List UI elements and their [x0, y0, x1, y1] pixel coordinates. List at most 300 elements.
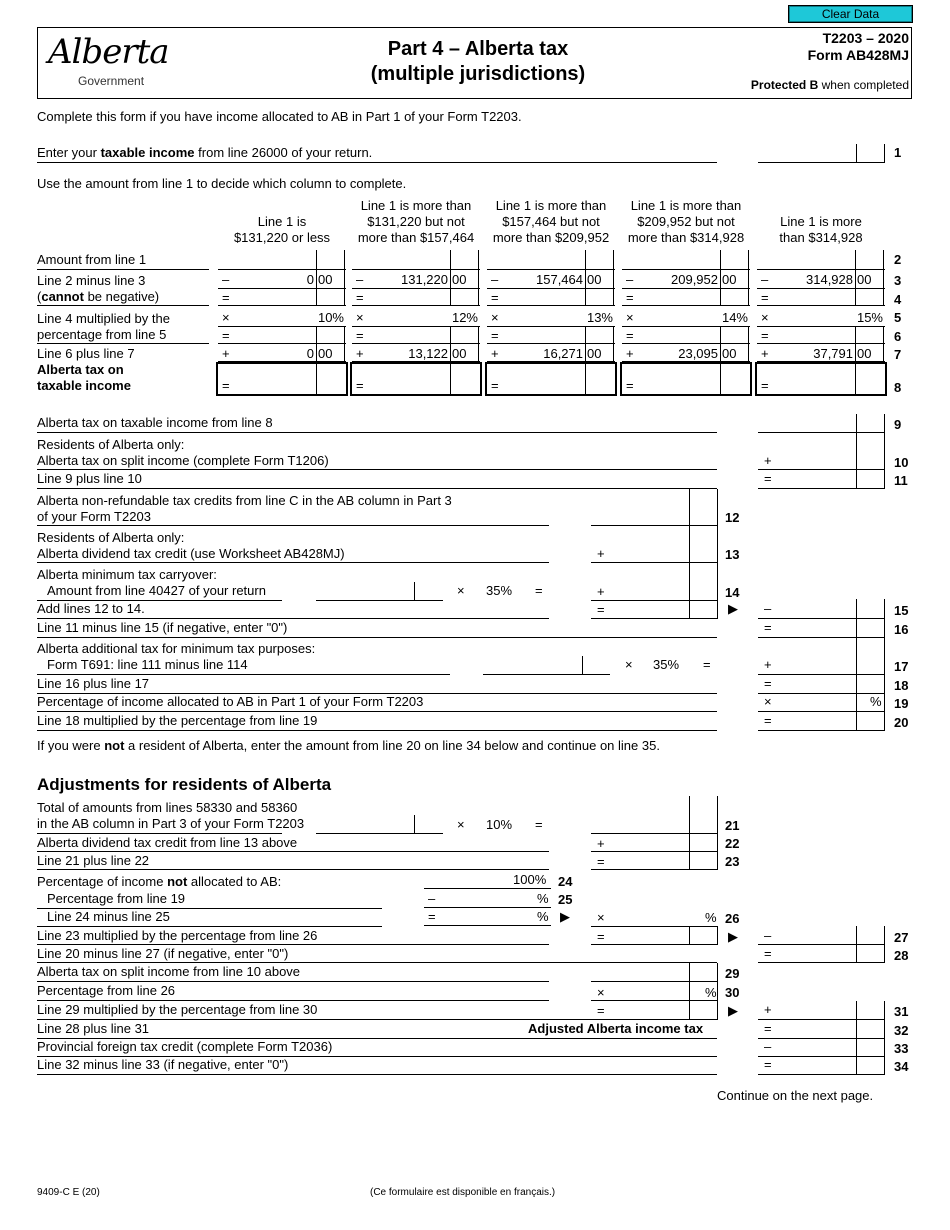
equals-symbol: =	[703, 657, 711, 672]
equals-symbol: =	[761, 378, 769, 393]
rule-line	[883, 250, 884, 270]
line-number-1: 1	[894, 145, 902, 160]
column-header-4: $209,952 but not	[637, 214, 735, 229]
line28-label: Line 20 minus line 27 (if negative, enter "0")	[37, 946, 289, 961]
line8-field[interactable]	[216, 362, 348, 396]
percent-symbol: %	[705, 985, 717, 1000]
rule-line	[748, 327, 749, 343]
line-number-3: 3	[894, 273, 902, 288]
line14-label: Alberta minimum tax carryover:	[37, 567, 217, 582]
line4-field[interactable]	[218, 305, 346, 306]
line-number-9: 9	[894, 417, 902, 432]
line7-base-tax: 23,095	[678, 346, 718, 361]
line30-label: Percentage from line 26	[37, 983, 176, 998]
rule-line	[613, 250, 614, 270]
line6-field[interactable]	[622, 343, 750, 344]
line5-field	[622, 326, 750, 327]
times-symbol: ×	[222, 310, 230, 325]
equals-symbol: =	[626, 328, 634, 343]
line11-field[interactable]	[758, 488, 885, 489]
line8-field[interactable]	[755, 362, 887, 396]
equals-symbol: =	[597, 854, 605, 869]
line19-field[interactable]	[758, 711, 885, 712]
rule-line	[855, 364, 856, 395]
line18-field[interactable]	[758, 693, 885, 694]
equals-symbol: =	[626, 290, 634, 305]
line-number-27: 27	[894, 930, 909, 945]
line-number-7: 7	[894, 347, 902, 362]
times-symbol: ×	[491, 310, 499, 325]
line8-label-2: taxable income	[37, 378, 131, 393]
column-header-4: more than $314,928	[627, 230, 745, 245]
rule-line	[689, 927, 690, 945]
column-header-5: Line 1 is more	[780, 214, 862, 229]
minus-symbol: –	[764, 601, 772, 616]
line15-sum-field[interactable]	[591, 618, 718, 619]
line16-field[interactable]	[758, 637, 885, 638]
line-number-33: 33	[894, 1041, 909, 1056]
percent-symbol: %	[537, 891, 549, 906]
form-id: T2203 – 2020	[822, 30, 909, 46]
plus-symbol: +	[356, 346, 364, 361]
line3-threshold: 157,464	[536, 272, 583, 287]
minus-symbol: –	[428, 891, 436, 906]
rule-line	[855, 327, 856, 343]
line-number-5: 5	[894, 310, 902, 325]
line3-threshold: 314,928	[806, 272, 853, 287]
minus-symbol: –	[764, 1039, 772, 1054]
rate-35-line14: 35%	[486, 583, 513, 598]
column-header-1: Line 1 is	[257, 214, 307, 229]
equals-symbol: =	[491, 378, 499, 393]
plus-symbol: +	[491, 346, 499, 361]
rule-line	[613, 327, 614, 343]
rate-10: 10%	[486, 817, 513, 832]
line4-field[interactable]	[352, 305, 480, 306]
line6-field[interactable]	[352, 343, 480, 344]
line5-field	[757, 326, 885, 327]
percent-symbol: %	[537, 909, 549, 924]
line6-field[interactable]	[757, 343, 885, 344]
column-header-3: $157,464 but not	[502, 214, 600, 229]
line8-field[interactable]	[350, 362, 482, 396]
column-header-2: Line 1 is more than	[360, 198, 472, 213]
rule-line	[316, 364, 317, 395]
percent-symbol: %	[705, 910, 717, 925]
line-number-15: 15	[894, 603, 909, 618]
times-symbol: ×	[764, 694, 772, 709]
equals-symbol: =	[222, 290, 230, 305]
minus-symbol: –	[761, 272, 769, 287]
line27-label: Line 23 multiplied by the percentage from line 26	[37, 928, 318, 943]
line24-label: Percentage of income not allocated to AB:	[37, 874, 282, 889]
cents: 00	[587, 272, 602, 287]
line29-field[interactable]	[591, 981, 718, 982]
line-number-14: 14	[725, 585, 740, 600]
equals-symbol: =	[356, 290, 364, 305]
line3-threshold: 209,952	[671, 272, 718, 287]
equals-symbol: =	[491, 328, 499, 343]
equals-symbol: =	[535, 583, 543, 598]
line15-field[interactable]	[758, 618, 885, 619]
column-header-5: than $314,928	[779, 230, 863, 245]
line20-field[interactable]	[758, 730, 885, 731]
rate-100: 100%	[513, 872, 547, 887]
line5-label: Line 4 multiplied by the	[37, 311, 170, 326]
government-label: Government	[78, 74, 145, 88]
line9-field[interactable]	[758, 432, 885, 433]
line3-field	[487, 288, 615, 289]
line4-field[interactable]	[757, 305, 885, 306]
line4-field[interactable]	[622, 305, 750, 306]
protected-label: Protected B when completed	[750, 78, 909, 92]
line25-label: Percentage from line 19	[47, 891, 186, 906]
equals-symbol: =	[764, 471, 772, 486]
cents: 00	[857, 272, 872, 287]
line3-field	[622, 288, 750, 289]
line23-field[interactable]	[591, 869, 718, 870]
column-header-3: Line 1 is more than	[495, 198, 607, 213]
line5-field	[218, 326, 346, 327]
arrow-icon: ▶	[560, 909, 570, 924]
equals-symbol: =	[764, 1057, 772, 1072]
times-symbol: ×	[625, 657, 633, 672]
arrow-icon: ▶	[728, 601, 738, 616]
line21-label-2: in the AB column in Part 3 of your Form T2203	[37, 816, 305, 831]
non-resident-note: If you were not a resident of Alberta, enter the amount from line 20 on line 34 below and continue on line 35.	[37, 738, 660, 753]
rule-line	[585, 327, 586, 343]
line12-label: Alberta non-refundable tax credits from line C in the AB column in Part 3	[37, 493, 452, 508]
rule-line	[478, 344, 479, 361]
line6-label: percentage from line 5	[37, 327, 167, 342]
line1-field[interactable]	[758, 162, 885, 163]
rule-line	[344, 344, 345, 361]
equals-symbol: =	[356, 328, 364, 343]
line-number-32: 32	[894, 1023, 909, 1038]
continue-text: Continue on the next page.	[717, 1088, 874, 1103]
rule-line	[689, 963, 690, 1019]
rule-line	[720, 344, 721, 361]
line-number-11: 11	[894, 473, 908, 488]
equals-symbol: =	[597, 602, 605, 617]
line22-field[interactable]	[591, 851, 718, 852]
equals-symbol: =	[222, 378, 230, 393]
line3-field	[352, 288, 480, 289]
equals-symbol: =	[626, 378, 634, 393]
line17-label: Alberta additional tax for minimum tax purposes:	[37, 641, 316, 656]
line-number-24: 24	[558, 874, 573, 889]
line11-label: Line 9 plus line 10	[37, 471, 142, 486]
line-number-23: 23	[725, 854, 740, 869]
line40427-field[interactable]	[316, 600, 443, 601]
percent-symbol: %	[870, 694, 882, 709]
line-number-31: 31	[894, 1004, 909, 1019]
line6-field[interactable]	[218, 343, 346, 344]
line8-label: Alberta tax on	[37, 362, 124, 377]
line17-label-2: Form T691: line 111 minus line 114	[47, 657, 248, 672]
line-number-12: 12	[725, 510, 740, 525]
line18-label: Line 16 plus line 17	[37, 676, 150, 691]
line-number-10: 10	[894, 455, 909, 470]
line3-field	[757, 288, 885, 289]
line33-field[interactable]	[758, 1056, 885, 1057]
rule-line	[613, 344, 614, 361]
line23-label: Line 21 plus line 22	[37, 853, 150, 868]
cents: 00	[452, 272, 467, 287]
line-number-26: 26	[725, 911, 740, 926]
equals-symbol: =	[491, 290, 499, 305]
line22-label: Alberta dividend tax credit from line 13 above	[37, 835, 298, 850]
line7-base-tax: 13,122	[408, 346, 448, 361]
arrow-icon: ▶	[728, 1003, 738, 1018]
rule-line	[585, 344, 586, 361]
equals-symbol: =	[764, 1021, 772, 1036]
line-number-18: 18	[894, 678, 909, 693]
line21-label: Total of amounts from lines 58330 and 58360	[37, 800, 298, 815]
rule-line	[316, 250, 317, 270]
line14-field[interactable]	[591, 600, 718, 601]
line-number-8: 8	[894, 380, 902, 395]
line31-calc-field[interactable]	[591, 1019, 718, 1020]
line26-field[interactable]	[424, 925, 551, 926]
times-symbol: ×	[626, 310, 634, 325]
rule-line	[883, 344, 884, 361]
line5-rate: 15%	[856, 310, 883, 325]
rule-line	[717, 963, 718, 1019]
rule-line	[585, 364, 586, 395]
line13-label-2: Alberta dividend tax credit (use Worksheet AB428MJ)	[37, 546, 345, 561]
line21-field[interactable]	[591, 833, 718, 834]
line17-field[interactable]	[758, 674, 885, 675]
rule-line	[856, 414, 857, 488]
line5-rate: 12%	[451, 310, 478, 325]
times-symbol: ×	[761, 310, 769, 325]
line29-label: Alberta tax on split income from line 10 above	[37, 964, 301, 979]
plus-symbol: +	[597, 836, 605, 851]
cents: 00	[318, 272, 333, 287]
line10-label-2: Alberta tax on split income (complete Form T1206)	[37, 453, 329, 468]
line30-field[interactable]	[591, 1000, 718, 1001]
use-amount-text: Use the amount from line 1 to decide which column to complete.	[37, 176, 407, 191]
line2-field[interactable]	[352, 269, 480, 270]
rule-line	[316, 327, 317, 343]
form-header	[37, 27, 912, 99]
t691-field[interactable]	[483, 674, 610, 675]
line2-field[interactable]	[757, 269, 885, 270]
minus-symbol: –	[222, 272, 230, 287]
line2-field[interactable]	[487, 269, 615, 270]
line-number-17: 17	[894, 659, 909, 674]
form-code: 9409-C E (20)	[37, 1187, 100, 1198]
line5-field	[352, 326, 480, 327]
line25-field[interactable]	[424, 907, 551, 908]
line6-field[interactable]	[487, 343, 615, 344]
rule-line	[883, 327, 884, 343]
column-header-4: Line 1 is more than	[630, 198, 742, 213]
line32-label: Line 28 plus line 31	[37, 1021, 150, 1036]
line4-field[interactable]	[487, 305, 615, 306]
line-number-2: 2	[894, 252, 902, 267]
rule-line	[585, 250, 586, 270]
rule-line	[344, 250, 345, 270]
column-header-1: $131,220 or less	[233, 230, 331, 245]
line2-label: Amount from line 1	[37, 252, 147, 267]
equals-symbol: =	[764, 946, 772, 961]
rule-line	[748, 344, 749, 361]
plus-symbol: +	[626, 346, 634, 361]
rule-line	[450, 364, 451, 395]
line21-amount-field[interactable]	[316, 833, 443, 834]
line19-label: Percentage of income allocated to AB in Part 1 of your Form T2203	[37, 694, 424, 709]
rule-line	[450, 327, 451, 343]
rule-line	[855, 344, 856, 361]
line-number-34: 34	[894, 1059, 909, 1074]
line3-threshold: 0	[306, 272, 314, 287]
equals-symbol: =	[597, 929, 605, 944]
rule-line	[478, 327, 479, 343]
line7-label: Line 6 plus line 7	[37, 346, 135, 361]
rule-line	[720, 327, 721, 343]
intro-text: Complete this form if you have income allocated to AB in Part 1 of your Form T2203.	[37, 109, 522, 124]
minus-symbol: –	[764, 928, 772, 943]
line20-label: Line 18 multiplied by the percentage from line 19	[37, 713, 318, 728]
line31-label: Line 29 multiplied by the percentage from line 30	[37, 1002, 318, 1017]
cents: 00	[452, 346, 467, 361]
adjustments-heading: Adjustments for residents of Alberta	[37, 775, 332, 794]
line3-field	[218, 288, 346, 289]
line27-calc-field[interactable]	[591, 944, 718, 945]
line34-field[interactable]	[758, 1074, 885, 1075]
line-number-19: 19	[894, 696, 909, 711]
plus-symbol: +	[764, 657, 772, 672]
adjusted-tax-label: Adjusted Alberta income tax	[528, 1021, 704, 1036]
line34-label: Line 32 minus line 33 (if negative, enter "0")	[37, 1057, 289, 1072]
equals-symbol: =	[222, 328, 230, 343]
equals-symbol: =	[764, 713, 772, 728]
line1-label: Enter your taxable income from line 26000 of your return.	[37, 145, 373, 160]
plus-symbol: +	[222, 346, 230, 361]
rule-line	[720, 250, 721, 270]
line2-field[interactable]	[218, 269, 346, 270]
line7-base-tax: 0	[306, 346, 314, 361]
line26-rate-field[interactable]	[591, 926, 718, 927]
minus-symbol: –	[356, 272, 364, 287]
plus-symbol: +	[764, 453, 772, 468]
times-symbol: ×	[457, 817, 465, 832]
line-number-22: 22	[725, 836, 740, 851]
line-number-20: 20	[894, 715, 909, 730]
line-number-28: 28	[894, 948, 909, 963]
equals-symbol: =	[764, 676, 772, 691]
arrow-icon: ▶	[728, 929, 738, 944]
equals-symbol: =	[597, 1003, 605, 1018]
line10-field[interactable]	[758, 469, 885, 470]
french-note: (Ce formulaire est disponible en français.)	[370, 1187, 556, 1198]
line-number-4: 4	[894, 292, 902, 307]
line3-label: Line 2 minus line 3	[37, 273, 146, 288]
line15-label: Add lines 12 to 14.	[37, 601, 145, 616]
line8-field[interactable]	[485, 362, 617, 396]
line28-field[interactable]	[758, 962, 885, 963]
times-symbol: ×	[597, 910, 605, 925]
line14-label-2: Amount from line 40427 of your return	[47, 583, 266, 598]
line8-field[interactable]	[620, 362, 752, 396]
plus-symbol: +	[761, 346, 769, 361]
equals-symbol: =	[428, 909, 436, 924]
alberta-logo: Alberta	[48, 32, 169, 72]
line33-label: Provincial foreign tax credit (complete Form T2036)	[37, 1039, 333, 1054]
rule-line	[478, 250, 479, 270]
line13-field[interactable]	[591, 562, 718, 563]
cents: 00	[318, 346, 333, 361]
line12-field[interactable]	[591, 525, 718, 526]
times-symbol: ×	[597, 985, 605, 1000]
line10-label: Residents of Alberta only:	[37, 437, 185, 452]
cents: 00	[857, 346, 872, 361]
line27-field[interactable]	[758, 944, 885, 945]
column-header-2: $131,220 but not	[367, 214, 465, 229]
line9-label: Alberta tax on taxable income from line 8	[37, 415, 273, 430]
equals-symbol: =	[761, 290, 769, 305]
line16-label: Line 11 minus line 15 (if negative, enter "0")	[37, 620, 288, 635]
equals-symbol: =	[535, 817, 543, 832]
cents: 00	[722, 272, 737, 287]
form-name: Form AB428MJ	[807, 47, 909, 63]
column-header-2: more than $157,464	[357, 230, 475, 245]
page-title: Part 4 – Alberta tax	[387, 38, 569, 60]
line3-threshold: 131,220	[401, 272, 448, 287]
rule-line	[450, 250, 451, 270]
cents: 00	[722, 346, 737, 361]
line-number-16: 16	[894, 622, 909, 637]
line32-field[interactable]	[758, 1038, 885, 1039]
page-subtitle: (multiple jurisdictions)	[370, 63, 586, 85]
plus-symbol: +	[597, 584, 605, 599]
rate-35-line17: 35%	[653, 657, 680, 672]
line7-base-tax: 16,271	[543, 346, 583, 361]
rule-line	[748, 250, 749, 270]
rule-line	[884, 414, 885, 488]
line-number-25: 25	[558, 892, 573, 907]
line7-base-tax: 37,791	[813, 346, 853, 361]
line5-rate: 10%	[317, 310, 344, 325]
line26-label: Line 24 minus line 25	[47, 909, 170, 924]
times-symbol: ×	[356, 310, 364, 325]
line5-field	[487, 326, 615, 327]
column-header-3: more than $209,952	[492, 230, 610, 245]
line-number-13: 13	[725, 547, 740, 562]
equals-symbol: =	[761, 328, 769, 343]
rule-line	[717, 927, 718, 945]
line13-label: Residents of Alberta only:	[37, 530, 185, 545]
rule-line	[450, 344, 451, 361]
times-symbol: ×	[457, 583, 465, 598]
line-number-30: 30	[725, 985, 740, 1000]
clear-data-button[interactable]: Clear Data	[788, 5, 913, 23]
line31-field[interactable]	[758, 1019, 885, 1020]
line-number-29: 29	[725, 966, 740, 981]
line12-label-2: of your Form T2203	[37, 509, 151, 524]
rule-line	[855, 250, 856, 270]
line2-field[interactable]	[622, 269, 750, 270]
plus-symbol: +	[764, 1002, 772, 1017]
line5-rate: 14%	[721, 310, 748, 325]
equals-symbol: =	[356, 378, 364, 393]
rule-line	[344, 327, 345, 343]
minus-symbol: –	[626, 272, 634, 287]
line-number-21: 21	[725, 818, 740, 833]
equals-symbol: =	[764, 620, 772, 635]
